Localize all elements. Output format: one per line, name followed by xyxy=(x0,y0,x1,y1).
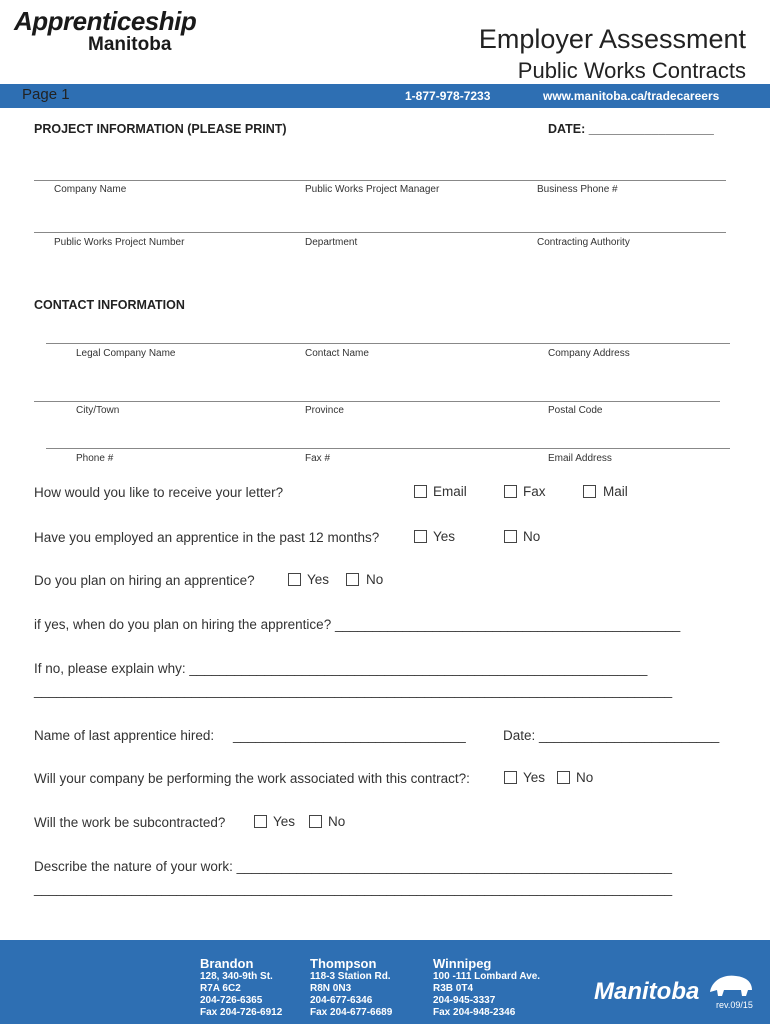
website-link[interactable]: www.manitoba.ca/tradecareers xyxy=(543,89,720,103)
plan-yes-checkbox[interactable] xyxy=(288,573,301,586)
employed-yes-checkbox[interactable] xyxy=(414,530,427,543)
office-winnipeg xyxy=(433,956,540,1019)
last-apprentice-field[interactable]: _______________________________ xyxy=(233,728,466,743)
province-label: Province xyxy=(305,405,344,416)
question-employed-apprentice: Have you employed an apprentice in the past 12 months? xyxy=(34,530,380,545)
performing-yes-checkbox[interactable] xyxy=(504,771,517,784)
office-fax: Fax 204-948-2346 xyxy=(433,1007,516,1018)
question-performing-work: Will your company be performing the work associated with this contract?: xyxy=(34,771,470,786)
question-subcontracted: Will the work be subcontracted? xyxy=(34,815,226,830)
office-fax: Fax 204-726-6912 xyxy=(200,1007,283,1018)
office-postal: R8N 0N3 xyxy=(310,983,352,994)
subcontracted-no-label: No xyxy=(328,814,346,829)
office-address: 118-3 Station Rd. xyxy=(310,971,391,982)
plan-no-label: No xyxy=(366,572,384,587)
plan-no-checkbox[interactable] xyxy=(346,573,359,586)
business-phone-label: Business Phone # xyxy=(537,184,618,195)
company-address-label: Company Address xyxy=(548,348,630,359)
question-nature-of-work[interactable]: Describe the nature of your work: __________________________________________________________ xyxy=(34,859,673,874)
email-checkbox[interactable] xyxy=(414,485,427,498)
fax-label: Fax # xyxy=(305,453,331,464)
mail-option-label: Mail xyxy=(603,484,628,499)
company-name-label: Company Name xyxy=(54,184,127,195)
contracting-authority-label: Contracting Authority xyxy=(537,237,630,248)
question-when-hiring[interactable]: if yes, when do you plan on hiring the apprentice? ______________________________________________ xyxy=(34,617,681,632)
fax-option-label: Fax xyxy=(523,484,546,499)
performing-no-checkbox[interactable] xyxy=(557,771,570,784)
last-apprentice-date-field[interactable]: Date: ________________________ xyxy=(503,728,720,743)
question-explain-why[interactable]: If no, please explain why: _____________________________________________________________ xyxy=(34,661,648,676)
office-phone: 204-677-6346 xyxy=(310,995,373,1006)
email-address-label: Email Address xyxy=(548,453,612,464)
office-city: Winnipeg xyxy=(433,956,492,971)
page-subtitle: Public Works Contracts xyxy=(517,58,746,83)
question-plan-hiring: Do you plan on hiring an apprentice? xyxy=(34,573,255,588)
contact-row3-line[interactable] xyxy=(46,448,730,449)
date-field[interactable]: DATE: __________________ xyxy=(548,122,714,136)
office-thompson xyxy=(310,956,392,1019)
project-heading: PROJECT INFORMATION (PLEASE PRINT) xyxy=(34,122,287,136)
project-number-label: Public Works Project Number xyxy=(54,237,185,248)
contact-row1-line[interactable] xyxy=(46,343,730,344)
employed-yes-label: Yes xyxy=(433,529,456,544)
employed-no-checkbox[interactable] xyxy=(504,530,517,543)
office-postal: R7A 6C2 xyxy=(200,983,241,994)
office-fax: Fax 204-677-6689 xyxy=(310,1007,393,1018)
project-row1-line[interactable] xyxy=(34,180,726,181)
office-address: 128, 340-9th St. xyxy=(200,971,273,982)
office-postal: R3B 0T4 xyxy=(433,983,474,994)
contact-heading: CONTACT INFORMATION xyxy=(34,298,185,312)
logo-manitoba: Manitoba xyxy=(88,34,172,55)
plan-yes-label: Yes xyxy=(307,572,330,587)
logo-apprenticeship: Apprenticeship xyxy=(14,6,197,36)
email-option-label: Email xyxy=(433,484,467,499)
office-brandon xyxy=(200,956,282,1019)
phone-label: Phone # xyxy=(76,453,114,464)
revision-label: rev.09/15 xyxy=(716,1000,753,1010)
project-row2-line[interactable] xyxy=(34,232,726,233)
subcontracted-yes-checkbox[interactable] xyxy=(254,815,267,828)
employed-no-label: No xyxy=(523,529,541,544)
performing-yes-label: Yes xyxy=(523,770,546,785)
question-letter-delivery: How would you like to receive your letter? xyxy=(34,485,284,500)
page-number: Page 1 xyxy=(22,86,70,103)
manitoba-logo: Manitoba xyxy=(594,978,700,1005)
project-manager-label: Public Works Project Manager xyxy=(305,184,440,195)
postal-code-label: Postal Code xyxy=(548,405,603,416)
contact-name-label: Contact Name xyxy=(305,348,369,359)
department-label: Department xyxy=(305,237,358,248)
subcontracted-yes-label: Yes xyxy=(273,814,296,829)
contact-row2-line[interactable] xyxy=(34,401,720,402)
office-phone: 204-945-3337 xyxy=(433,995,496,1006)
page-title: Employer Assessment xyxy=(478,24,746,54)
performing-no-label: No xyxy=(576,770,594,785)
nature-of-work-line2[interactable]: _____________________________________________________________________________________ xyxy=(34,881,673,896)
explain-why-line2[interactable]: _____________________________________________________________________________________ xyxy=(34,683,673,698)
office-address: 100 -111 Lombard Ave. xyxy=(433,971,541,982)
subcontracted-no-checkbox[interactable] xyxy=(309,815,322,828)
city-label: City/Town xyxy=(76,405,120,416)
office-phone: 204-726-6365 xyxy=(200,995,263,1006)
phone-number: 1-877-978-7233 xyxy=(405,89,491,103)
fax-checkbox[interactable] xyxy=(504,485,517,498)
office-city: Thompson xyxy=(310,956,377,971)
question-last-apprentice: Name of last apprentice hired: xyxy=(34,728,215,743)
legal-company-name-label: Legal Company Name xyxy=(76,348,176,359)
bison-icon xyxy=(706,970,756,1000)
mail-checkbox[interactable] xyxy=(583,485,596,498)
office-city: Brandon xyxy=(200,956,254,971)
